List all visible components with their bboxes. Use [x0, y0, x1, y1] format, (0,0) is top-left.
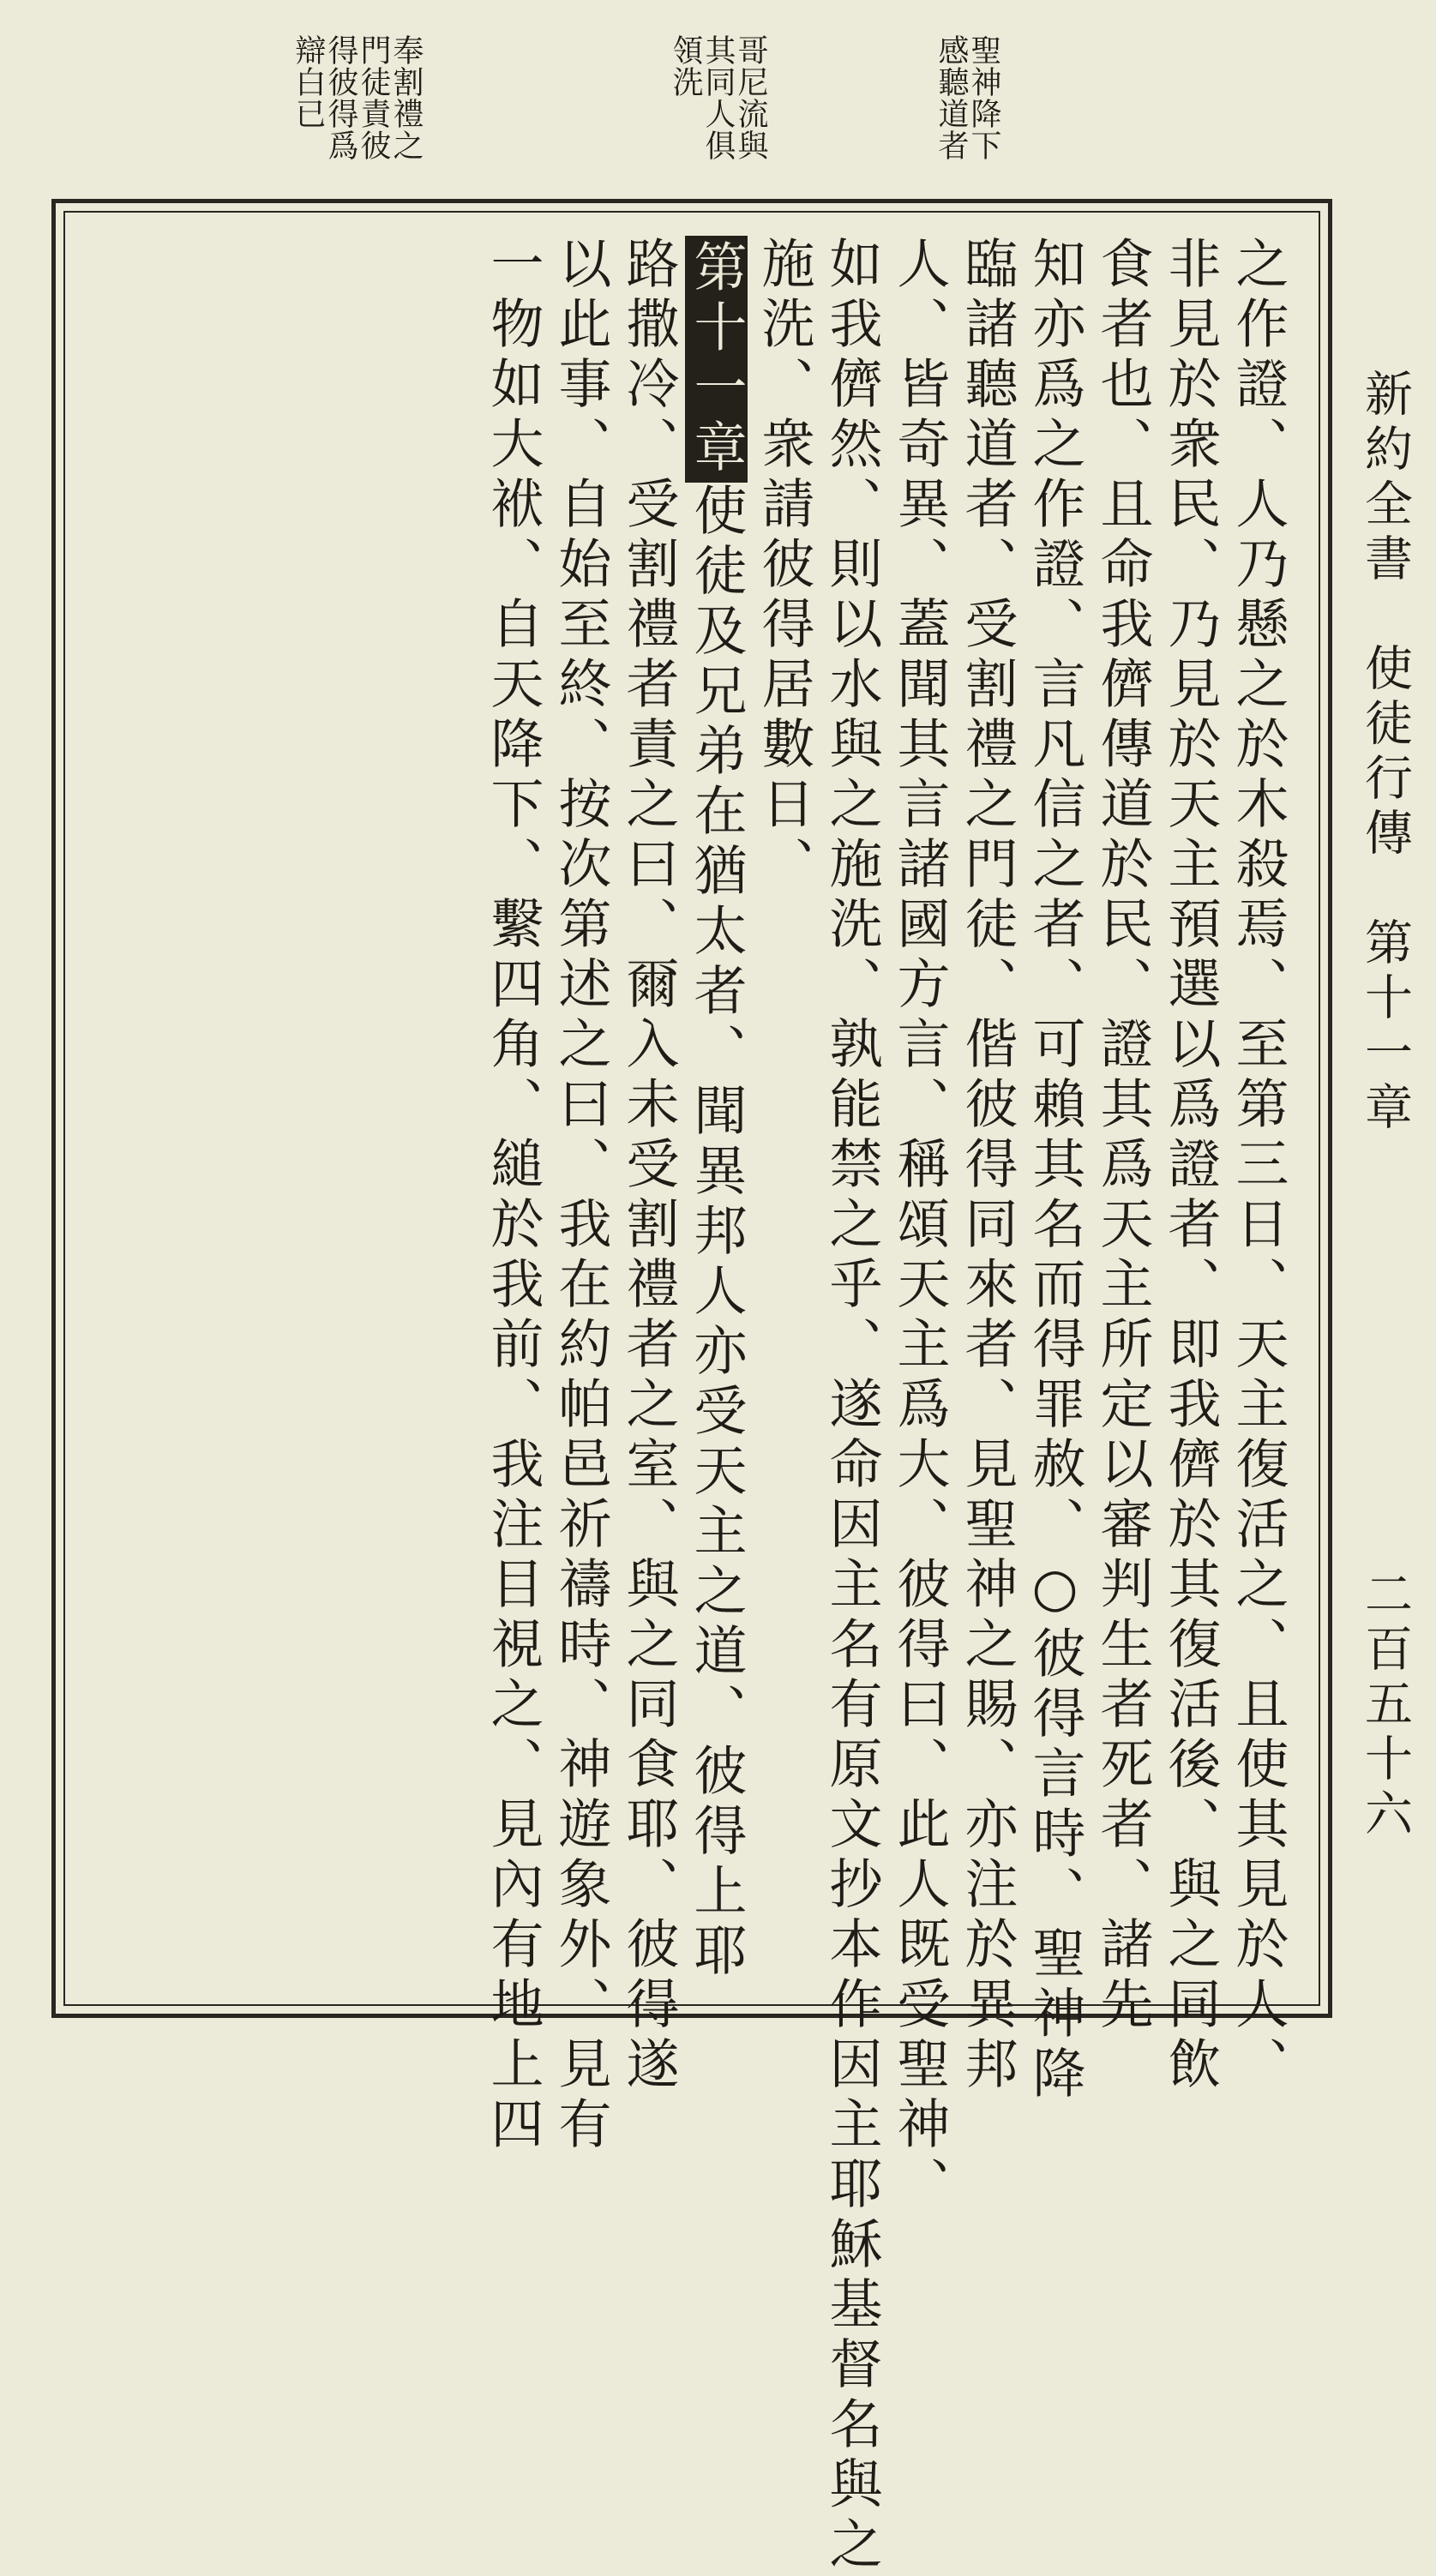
- headnotes: [274, 34, 1029, 197]
- headnote-line: 辯白已: [291, 34, 326, 129]
- headnote-line: 其同人俱: [700, 34, 736, 161]
- text-column: 如我儕然、則以水與之施洗、孰能禁之乎、遂命因主名有原文抄本作因主耶穌基督名與之: [820, 236, 883, 2576]
- headnote-line: 得彼得爲: [323, 34, 358, 161]
- main-text: [94, 236, 1289, 2576]
- text-column: 以此事、自始至終、按次第述之曰、我在約帕邑祈禱時、神遊象外、見有: [550, 236, 612, 2156]
- headnote-line: 領洗: [668, 34, 703, 98]
- text-column: 一物如大袱、自天降下、繫四角、縋於我前、我注目視之、見內有地上四: [482, 236, 544, 2156]
- headnote-line: 感聽道者: [934, 34, 969, 161]
- text-column: 施洗、衆請彼得居數日、: [753, 236, 815, 896]
- text-column: 第十一章使徒及兄弟在猶太者、聞異邦人亦受天主之道、彼得上耶: [688, 236, 744, 1985]
- text-column: 非見於衆民、乃見於天主預選以爲證者、即我儕於其復活後、與之同飲: [1159, 236, 1222, 2096]
- headnote-line: 聖神降下: [966, 34, 1001, 161]
- chapter-heading: 第十一章: [685, 236, 748, 483]
- text-column: 人、皆奇異、蓋聞其言諸國方言、稱頌天主爲大、彼得曰、此人既受聖神、: [888, 236, 951, 2216]
- text-column: 路撒冷、受割禮者責之曰、爾入未受割禮者之室、與之同食耶、彼得遂: [617, 236, 680, 2096]
- headnote-line: 門徒責彼: [356, 34, 391, 161]
- headnote-3: [291, 34, 422, 161]
- text-column: 臨諸聽道者、受割禮之門徒、偕彼得同來者、見聖神之賜、亦注於異邦: [956, 236, 1018, 2096]
- text-column: 之作證、人乃懸之於木殺焉、至第三日、天主復活之、且使其見於人、: [1227, 236, 1289, 2096]
- headnote-2: [669, 34, 766, 161]
- running-header: 新約全書 使徒行傳 第十一章: [1357, 369, 1413, 1137]
- text-column: 食者也、且命我儕傳道於民、證其爲天主所定以審判生者死者、諸先: [1091, 236, 1154, 2036]
- headnote-line: 哥尼流與: [733, 34, 768, 161]
- page-number: 二百五十六: [1357, 1569, 1413, 1843]
- headnote-line: 奉割禮之: [388, 34, 424, 161]
- text-column: 知亦爲之作證、言凡信之者、可賴其名而得罪赦、○彼得言時、聖神降: [1024, 236, 1086, 2105]
- headnote-1: [934, 34, 1000, 161]
